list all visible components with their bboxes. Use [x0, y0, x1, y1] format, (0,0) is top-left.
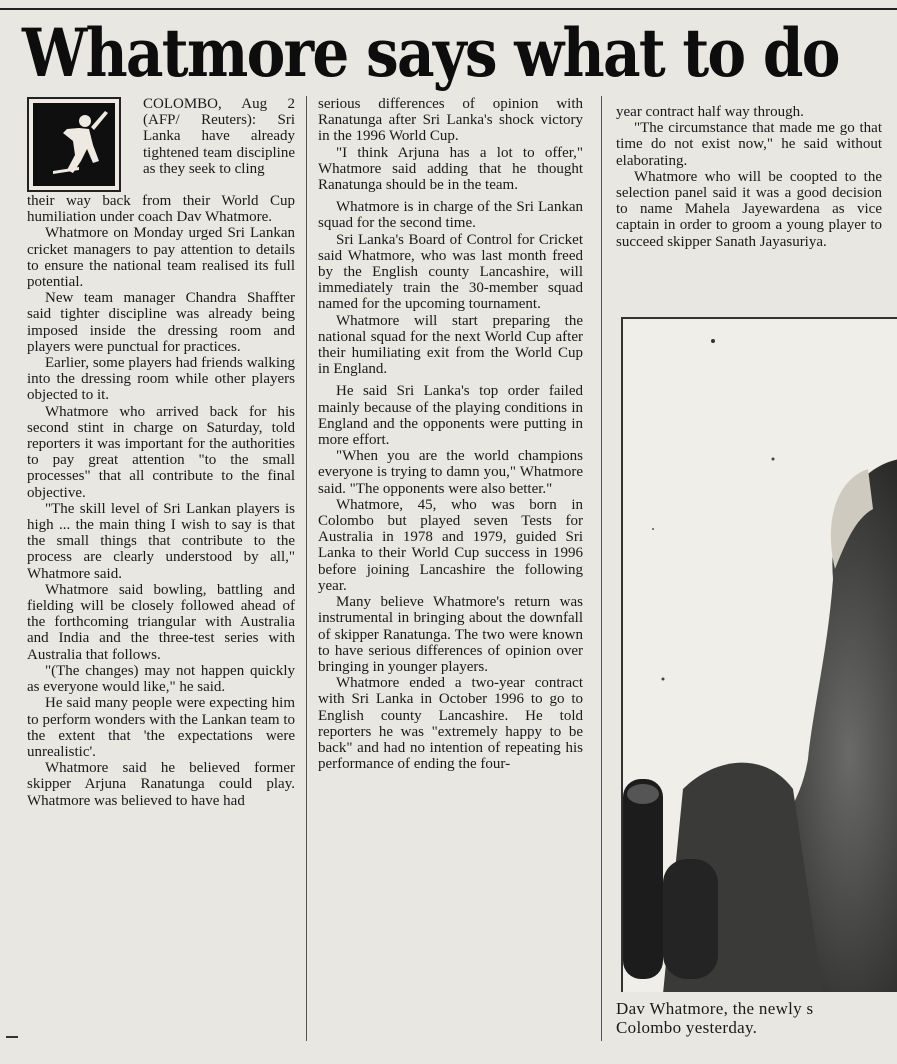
paragraph: Whatmore, 45, who was born in Colombo but played seven Tests for Australia in 1978 and 1979, guided Sri Lanka to their World Cup success in 1996 before joining Lancashire the following year. [318, 496, 583, 594]
paragraph: "The circumstance that made me go that time do not exist now," he said without elaborating. [616, 120, 882, 169]
paragraph: "When you are the world champions everyone is trying to damn you," Whatmore said. "The opponents were also better." [318, 448, 583, 497]
paragraph: Whatmore who arrived back for his second stint in charge on Saturday, told reporters it was important for the authorities to pay great attention "to the small processes" that all contribute to the final objective. [27, 403, 295, 501]
paragraph: He said Sri Lanka's top order failed mainly because of the playing conditions in England and the opponents were putting in more effort. [318, 383, 583, 449]
intro-paragraph: COLOMBO, Aug 2 (AFP/ Reuters): Sri Lanka have already tightened team discipline as they seek to cling [143, 96, 295, 177]
masthead-rule [0, 8, 897, 10]
page-margin-mark [6, 1036, 18, 1038]
paragraph: their way back from their World Cup humiliation under coach Dav Whatmore. [27, 193, 295, 226]
paragraph: Whatmore on Monday urged Sri Lankan cricket managers to pay attention to details to ensure the national team realised its full potential. [27, 225, 295, 291]
paragraph: Whatmore ended a two-year contract with Sri Lanka in October 1996 to go to English county Lancashire. He told reporters he was "extremely happy to be back" and had no intention of repeating his performance of ending the four- [318, 675, 583, 773]
whatmore-photo [621, 317, 897, 992]
paragraph: Earlier, some players had friends walking into the dressing room while other players objected to it. [27, 355, 295, 404]
photo-caption: Dav Whatmore, the newly s Colombo yesterday. [616, 999, 814, 1037]
paragraph: He said many people were expecting him to perform wonders with the Lankan team to the extent that 'the expectations were unrealistic'. [27, 695, 295, 760]
paragraph: Whatmore said he believed former skipper Arjuna Ranatunga could play. Whatmore was believed to have had [27, 760, 295, 809]
paragraph: serious differences of opinion with Ranatunga after Sri Lanka's shock victory in the 1996 World Cup. [318, 96, 583, 145]
paragraph: Whatmore who will be coopted to the selection panel said it was a good decision to name Mahela Jayewardena as vice captain in order to groom a young player to succeed skipper Sanath Jayasuriya. [616, 168, 882, 250]
batsman-icon [33, 103, 115, 186]
paragraph: "(The changes) may not happen quickly as everyone would like," he said. [27, 662, 295, 696]
paragraph: Whatmore said bowling, battling and fielding will be closely followed ahead of the forthcoming triangular with Australia and India and the three-test series with Australia that follows. [27, 581, 295, 663]
article-intro [143, 96, 295, 177]
column-divider [306, 96, 307, 1041]
column-3 [616, 104, 882, 250]
paragraph: "I think Arjuna has a lot to offer," Whatmore said adding that he thought Ranatunga should be in the team. [318, 144, 583, 194]
column-1 [27, 193, 295, 809]
paragraph: Whatmore will start preparing the national squad for the next World Cup after their humiliating exit from the World Cup in England. [318, 312, 583, 378]
paragraph: year contract half way through. [616, 104, 804, 120]
paragraph: Many believe Whatmore's return was instrumental in bringing about the downfall of skipper Ranatunga. The two were known to have serious differences of opinion over bringing in younger players. [318, 594, 583, 675]
column-divider [601, 96, 602, 1041]
paragraph: New team manager Chandra Shaffter said tighter discipline was already being imposed inside the dressing room and players were punctual for practices. [27, 290, 295, 355]
article-headline: Whatmore says what to do [22, 14, 839, 92]
column-2 [318, 96, 583, 772]
cricket-section-logo [27, 97, 121, 192]
paragraph: Sri Lanka's Board of Control for Cricket said Whatmore, who was last month freed by the English county Lancashire, will immediately train the 30-member squad named for the upcoming tournament. [318, 231, 583, 313]
paragraph: "The skill level of Sri Lankan players is high ... the main thing I wish to say is that the small things that contribute to the process are clearly understood by all," Whatmore said. [27, 500, 295, 582]
paragraph: Whatmore is in charge of the Sri Lankan squad for the second time. [318, 199, 583, 232]
